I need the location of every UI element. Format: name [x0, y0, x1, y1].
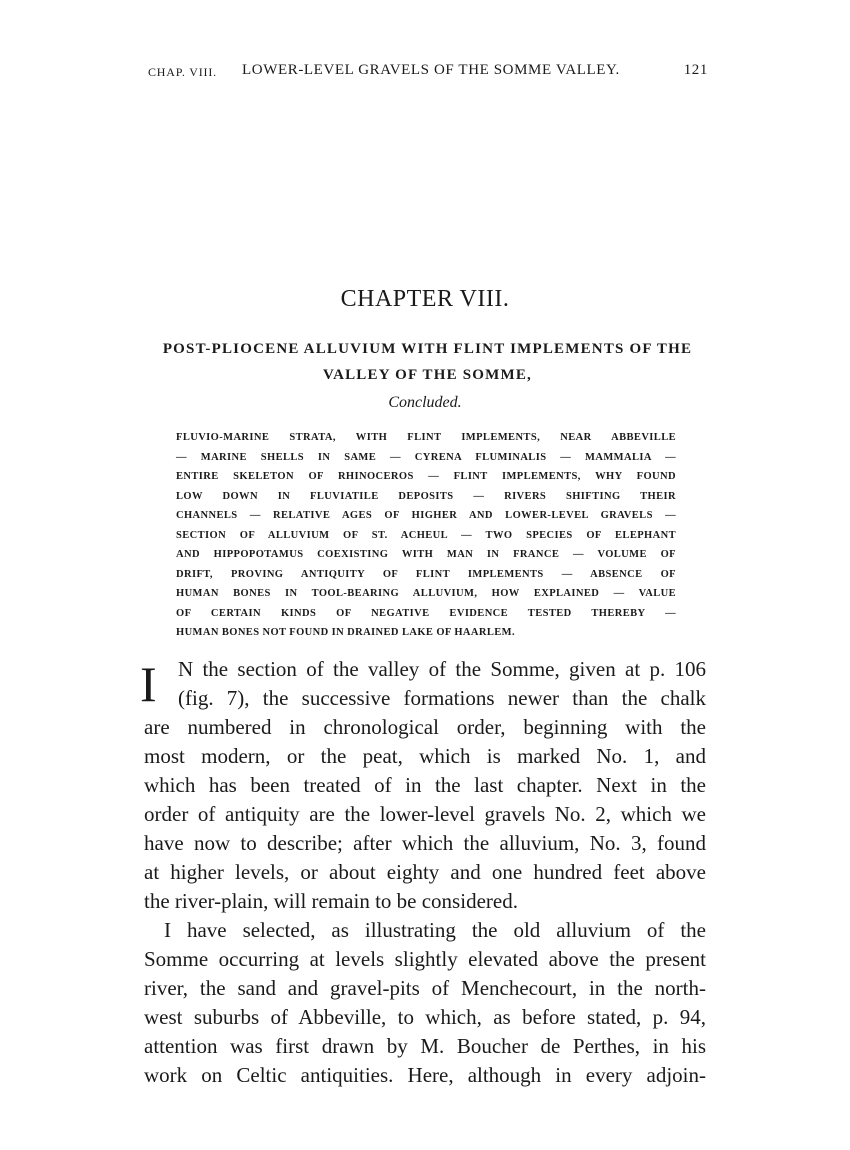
running-head — [148, 62, 708, 88]
paragraph-2 — [144, 916, 706, 1090]
paragraph-line: most modern, or the peat, which is marked No. 1, and — [144, 744, 706, 768]
page-number: 121 — [683, 62, 708, 78]
synopsis-line: HUMAN BONES IN TOOL-BEARING ALLUVIUM, HOW EXPLAINED — VALUE — [176, 588, 676, 599]
paragraph-line: (fig. 7), the successive formations newer than the chalk — [178, 686, 706, 710]
concluded-note: Concluded. — [388, 394, 462, 411]
chapter-title-line: POST-PLIOCENE ALLUVIUM WITH FLINT IMPLEMENTS OF THE — [162, 341, 693, 357]
running-head-chapter: CHAP. VIII. — [148, 65, 217, 79]
paragraph-1 — [144, 655, 706, 916]
synopsis-line: DRIFT, PROVING ANTIQUITY OF FLINT IMPLEMENTS — ABSENCE OF — [176, 568, 676, 580]
paragraph-line: attention was first drawn by M. Boucher de Perthes, in his — [144, 1034, 706, 1058]
paragraph-line: order of antiquity are the lower-level gravels No. 2, which we — [144, 802, 706, 826]
chapter-title-line: VALLEY OF THE SOMME, — [322, 367, 533, 383]
paragraph-line: N the section of the valley of the Somme, given at p. 106 — [178, 657, 706, 681]
chapter-synopsis — [176, 428, 676, 643]
paragraph-line: have now to describe; after which the alluvium, No. 3, found — [144, 831, 706, 855]
paragraph-line: the river-plain, will remain to be considered. — [144, 889, 518, 913]
paragraph-line: are numbered in chronological order, beginning with the — [144, 715, 706, 739]
synopsis-line: ENTIRE SKELETON OF RHINOCEROS — FLINT IMPLEMENTS, WHY FOUND — [176, 471, 676, 482]
synopsis-line: AND HIPPOPOTAMUS COEXISTING WITH MAN IN FRANCE — VOLUME OF — [176, 549, 676, 560]
chapter-title — [150, 336, 705, 388]
synopsis-line: OF CERTAIN KINDS OF NEGATIVE EVIDENCE TESTED THEREBY — — [176, 607, 676, 619]
paragraph-line: west suburbs of Abbeville, to which, as before stated, p. 94, — [144, 1005, 706, 1029]
paragraph-line: work on Celtic antiquities. Here, although in every adjoin- — [144, 1063, 706, 1087]
synopsis-line: — MARINE SHELLS IN SAME — CYRENA FLUMINALIS — MAMMALIA — — [176, 451, 676, 463]
synopsis-line: SECTION OF ALLUVIUM OF ST. ACHEUL — TWO SPECIES OF ELEPHANT — [176, 529, 676, 541]
paragraph-line: at higher levels, or about eighty and one hundred feet above — [144, 860, 706, 884]
running-head-title: LOWER-LEVEL GRAVELS OF THE SOMME VALLEY. — [242, 62, 620, 78]
drop-cap: I — [140, 656, 157, 712]
synopsis-line: LOW DOWN IN FLUVIATILE DEPOSITS — RIVERS SHIFTING THEIR — [176, 490, 676, 502]
paragraph-line: river, the sand and gravel-pits of Menchecourt, in the north- — [144, 976, 706, 1000]
paragraph-line: I have selected, as illustrating the old alluvium of the — [164, 918, 706, 942]
paragraph-line: which has been treated of in the last chapter. Next in the — [144, 773, 706, 797]
body-text — [140, 655, 706, 1090]
chapter-heading: CHAPTER VIII. — [340, 286, 510, 312]
synopsis-line: FLUVIO-MARINE STRATA, WITH FLINT IMPLEMENTS, NEAR ABBEVILLE — [176, 432, 676, 443]
synopsis-line: CHANNELS — RELATIVE AGES OF HIGHER AND LOWER-LEVEL GRAVELS — — [176, 510, 676, 521]
synopsis-line: HUMAN BONES NOT FOUND IN DRAINED LAKE OF HAARLEM. — [176, 627, 515, 638]
paragraph-line: Somme occurring at levels slightly elevated above the present — [144, 947, 706, 971]
